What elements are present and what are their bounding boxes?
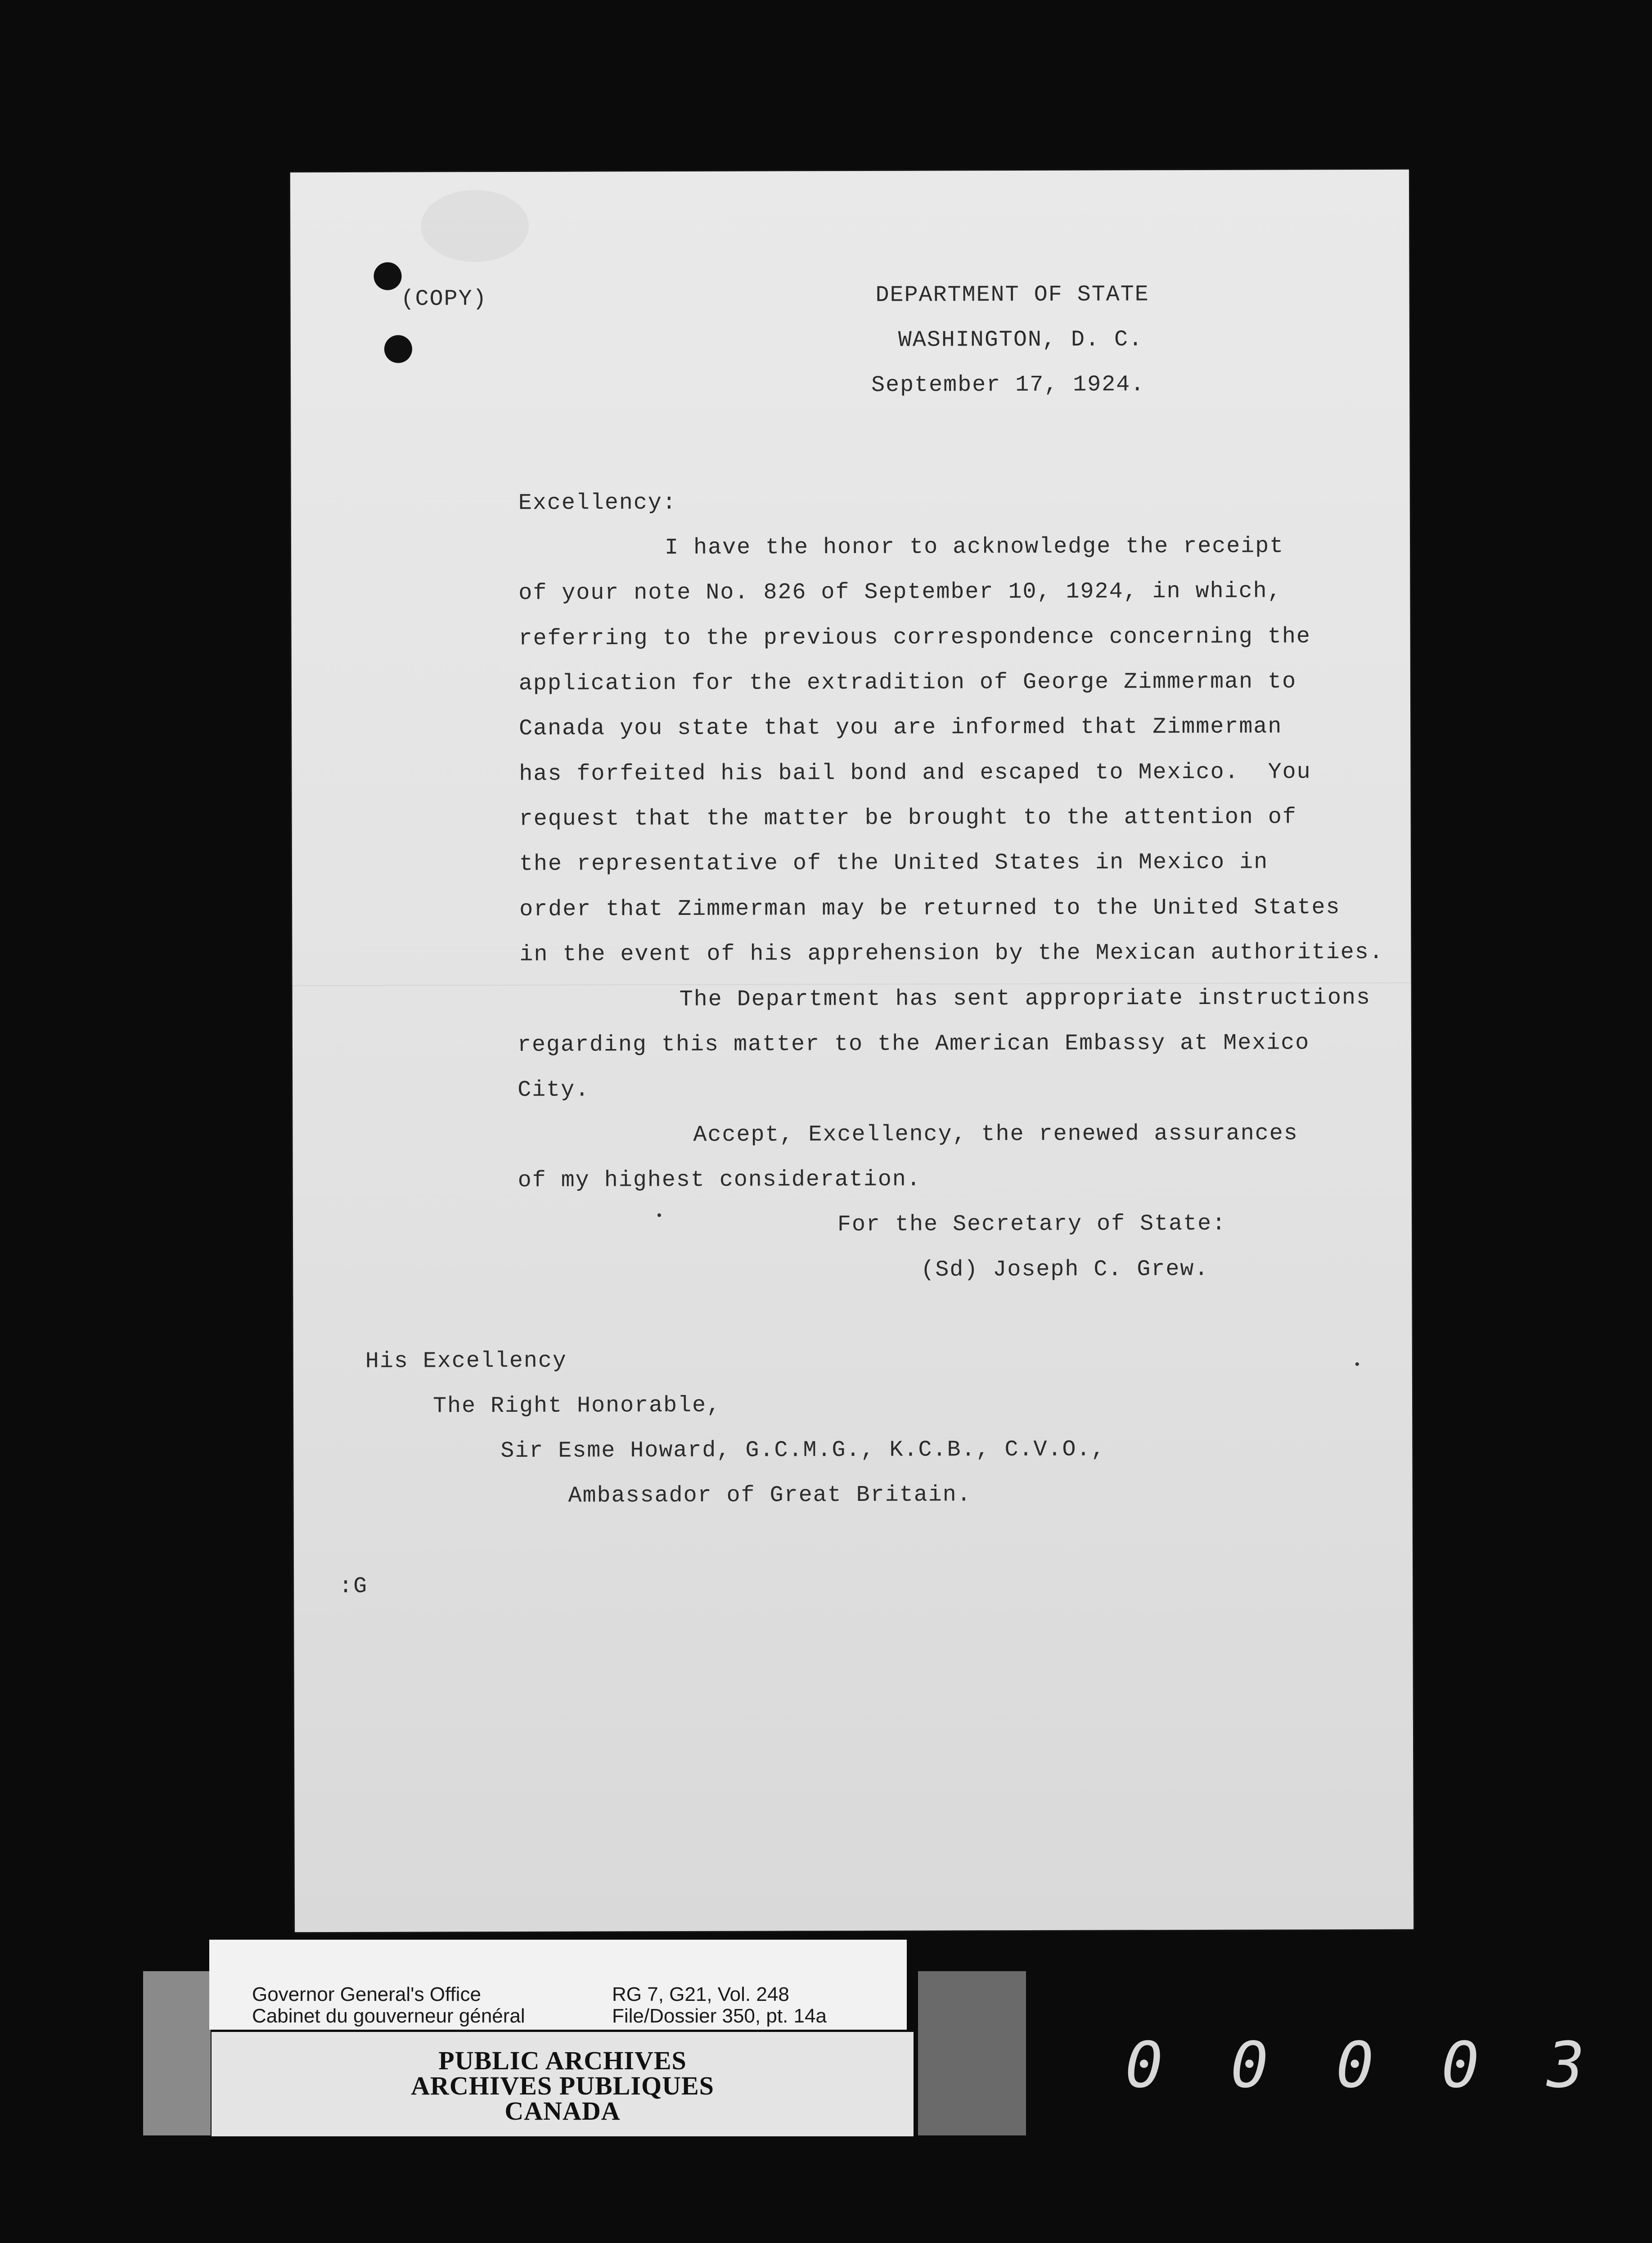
body-line: application for the extradition of George Zimmerman to (518, 669, 1297, 697)
body-line: of my highest consideration. (518, 1167, 921, 1194)
film-tab-right (918, 1971, 1026, 2135)
punch-hole-bottom (384, 335, 412, 363)
copy-mark: (COPY) (401, 286, 487, 312)
paper-smudge (421, 190, 529, 262)
stamp-line-french: ARCHIVES PUBLIQUES (411, 2071, 714, 2100)
public-archives-stamp (212, 2032, 914, 2136)
salutation: Excellency: (518, 490, 677, 516)
letter-page (290, 170, 1413, 1932)
body-line: of your note No. 826 of September 10, 1924, in which, (518, 578, 1282, 606)
office-english: Governor General's Office (252, 1983, 481, 2005)
body-line: order that Zimmerman may be returned to the United States (519, 895, 1341, 923)
signature: (Sd) Joseph C. Grew. (921, 1256, 1209, 1283)
record-group: RG 7, G21, Vol. 248 (612, 1983, 789, 2005)
microfilm-frame-number: 00003 (1125, 2029, 1652, 2102)
addressee-line: The Right Honorable, (432, 1392, 721, 1419)
ink-speck (657, 1213, 661, 1217)
body-line: City. (518, 1077, 590, 1103)
ink-speck (1355, 1362, 1359, 1366)
addressee-line: Sir Esme Howard, G.C.M.G., K.C.B., C.V.O., (500, 1437, 1106, 1464)
body-line: the representative of the United States in Mexico in (519, 849, 1269, 877)
body-line: Canada you state that you are informed that Zimmerman (519, 714, 1283, 742)
archive-reference-label (209, 1940, 907, 2030)
body-line: request that the matter be brought to the attention of (519, 804, 1297, 832)
letterhead-city: WASHINGTON, D. C. (898, 327, 1143, 353)
body-line: in the event of his apprehension by the Mexican authorities. (519, 939, 1384, 968)
file-number: File/Dossier 350, pt. 14a (612, 2005, 827, 2027)
body-line: regarding this matter to the American Embassy at Mexico (517, 1030, 1310, 1058)
body-line: Accept, Excellency, the renewed assurances (693, 1121, 1298, 1148)
punch-hole-top (374, 262, 401, 290)
closing: For the Secretary of State: (837, 1211, 1227, 1238)
office-french: Cabinet du gouverneur général (252, 2005, 525, 2027)
body-line: has forfeited his bail bond and escaped to Mexico. You (519, 759, 1311, 787)
body-line: referring to the previous correspondence concerning the (518, 624, 1311, 652)
body-line: I have the honor to acknowledge the receipt (664, 533, 1284, 561)
letterhead-department: DEPARTMENT OF STATE (875, 282, 1149, 308)
initials: :G (339, 1573, 368, 1599)
stamp-line-country: CANADA (504, 2096, 621, 2126)
letter-date: September 17, 1924. (871, 372, 1145, 398)
film-tab-left (143, 1971, 211, 2135)
addressee-line: Ambassador of Great Britain. (568, 1482, 972, 1509)
stamp-line-english: PUBLIC ARCHIVES (438, 2046, 687, 2075)
body-line: The Department has sent appropriate instructions (679, 985, 1371, 1013)
addressee-line: His Excellency (365, 1348, 567, 1374)
